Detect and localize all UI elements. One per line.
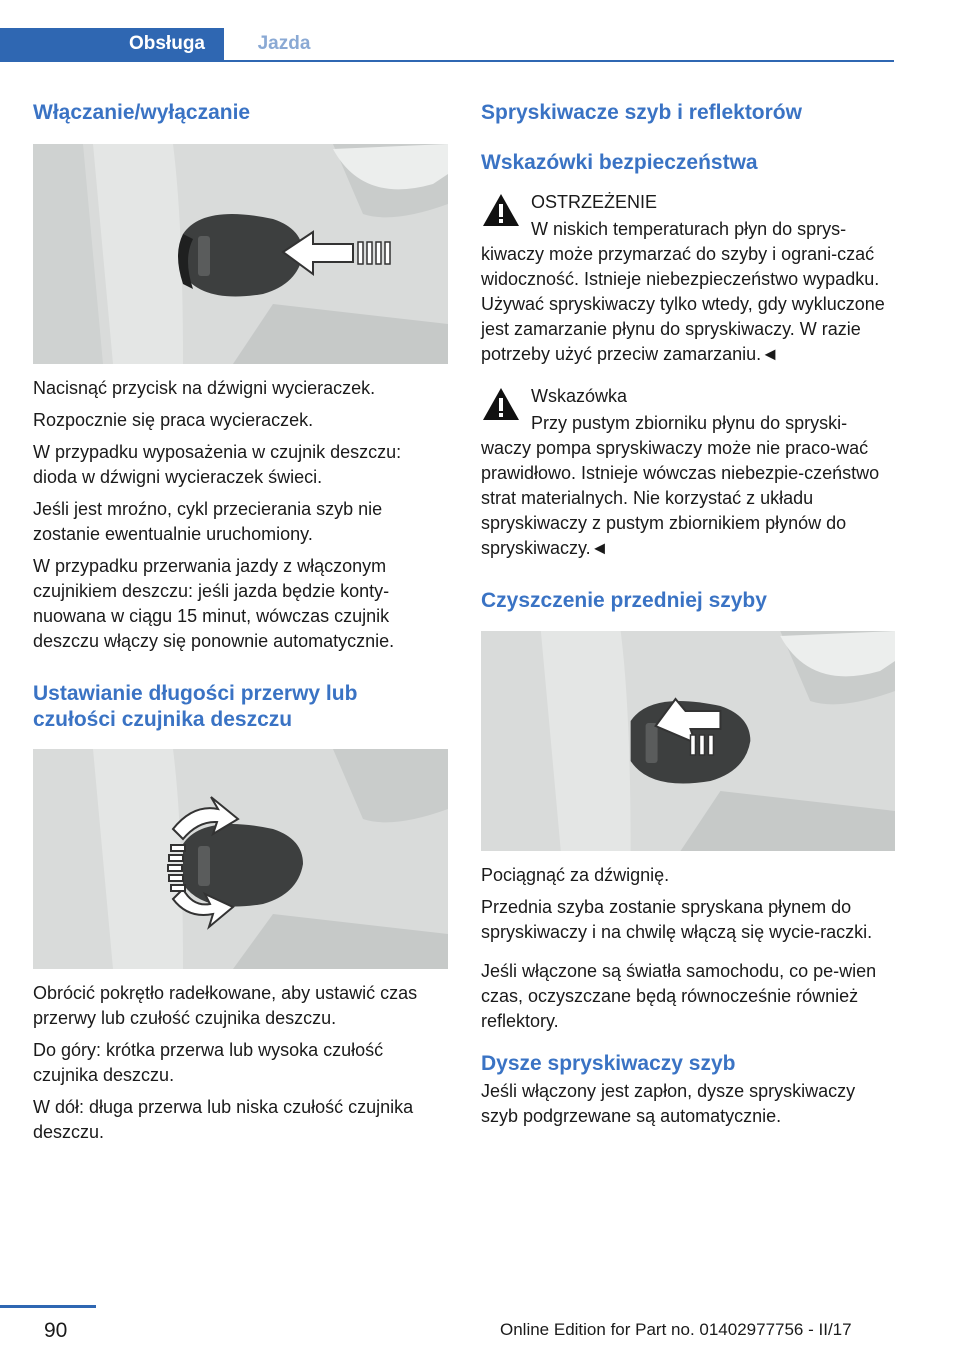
right-column [481, 100, 895, 1129]
warning-body: W niskich temperaturach płyn do sprys-kiwaczy może przymarzać do szyby i ograni-czać widoczność. Istnieje niebezpieczeństwo wypadku. Używać spryskiwaczy tylko wtedy, gdy wykluczone jest zamarzanie płynu do spryskiwaczy. W razie potrzeby użyć przeciw zamarzaniu.◄ [481, 219, 885, 364]
heading-ustawianie: Ustawianie długości przerwy lub czułości czujnika deszczu [33, 682, 358, 731]
note-body: Przy pustym zbiorniku płynu do spryski-waczy pompa spryskiwaczy może nie praco-wać prawidłowo. Istnieje wówczas niebezpie-czeństwo strat materialnych. Nie korzystać z układu spryskiwaczy z pustym zbiornikiem płynów do spryskiwaczy.◄ [481, 413, 880, 558]
heading-spryskiwacze: Spryskiwacze szyb i reflektorów [481, 101, 802, 124]
knurled-wheel-image [33, 749, 448, 969]
paragraph: Przednia szyba zostanie spryskana płynem do spryskiwaczy i na chwilę włączą się wycie-raczki. [481, 897, 873, 942]
wiper-stalk-press-illustration [33, 144, 448, 364]
wiper-stalk-press-image [33, 144, 448, 364]
paragraph: Nacisnąć przycisk na dźwigni wycieraczek. [33, 378, 376, 398]
wiper-stalk-pull-image [481, 631, 895, 851]
paragraph: Jeśli włączony jest zapłon, dysze spryskiwaczy szyb podgrzewane są automatycznie. [481, 1081, 856, 1126]
heading-dysze: Dysze spryskiwaczy szyb [481, 1052, 736, 1075]
tab-jazda[interactable]: Jazda [257, 33, 311, 54]
left-column [33, 100, 448, 1145]
heading-wlaczanie: Włączanie/wyłączanie [33, 101, 251, 124]
warning-title: OSTRZEŻENIE [531, 192, 658, 212]
warning-triangle-icon [481, 192, 521, 228]
edition-footer: Online Edition for Part no. 01402977756 - II/17 [500, 1320, 852, 1339]
paragraph: W przypadku przerwania jazdy z włączonym czujnikiem deszczu: jeśli jazda będzie konty-nuowana w ciągu 15 minut, wówczas czujnik deszczu włączy się ponownie automatycznie. [33, 556, 395, 651]
warning-block [481, 190, 895, 367]
tab-underline [0, 60, 894, 62]
note-block [481, 384, 895, 561]
footer-accent-line [0, 1305, 96, 1308]
paragraph: Jeśli włączone są światła samochodu, co pe-wien czas, oczyszczane będą równocześnie również reflektory. [481, 961, 877, 1031]
paragraph: Pociągnąć za dźwignię. [481, 865, 670, 885]
warning-triangle-icon [481, 386, 521, 422]
wiper-stalk-pull-illustration [481, 631, 895, 851]
tab-obsluga[interactable]: Obsługa [0, 28, 224, 60]
paragraph: Obrócić pokrętło radełkowane, aby ustawić czas przerwy lub czułość czujnika deszczu. [33, 983, 418, 1028]
paragraph: Jeśli jest mroźno, cykl przecierania szyb nie zostanie ewentualnie uruchomiony. [33, 499, 383, 544]
heading-wskazowki: Wskazówki bezpieczeństwa [481, 151, 758, 174]
knurled-wheel-illustration [33, 749, 448, 969]
heading-czyszczenie: Czyszczenie przedniej szyby [481, 589, 767, 612]
header-tabs [0, 28, 894, 62]
paragraph: Do góry: krótka przerwa lub wysoka czułość czujnika deszczu. [33, 1040, 384, 1085]
page-number: 90 [44, 1319, 68, 1342]
paragraph: W dół: długa przerwa lub niska czułość czujnika deszczu. [33, 1097, 414, 1142]
paragraph: W przypadku wyposażenia w czujnik deszczu: dioda w dźwigni wycieraczek świeci. [33, 442, 402, 487]
note-title: Wskazówka [531, 386, 628, 406]
paragraph: Rozpocznie się praca wycieraczek. [33, 410, 314, 430]
